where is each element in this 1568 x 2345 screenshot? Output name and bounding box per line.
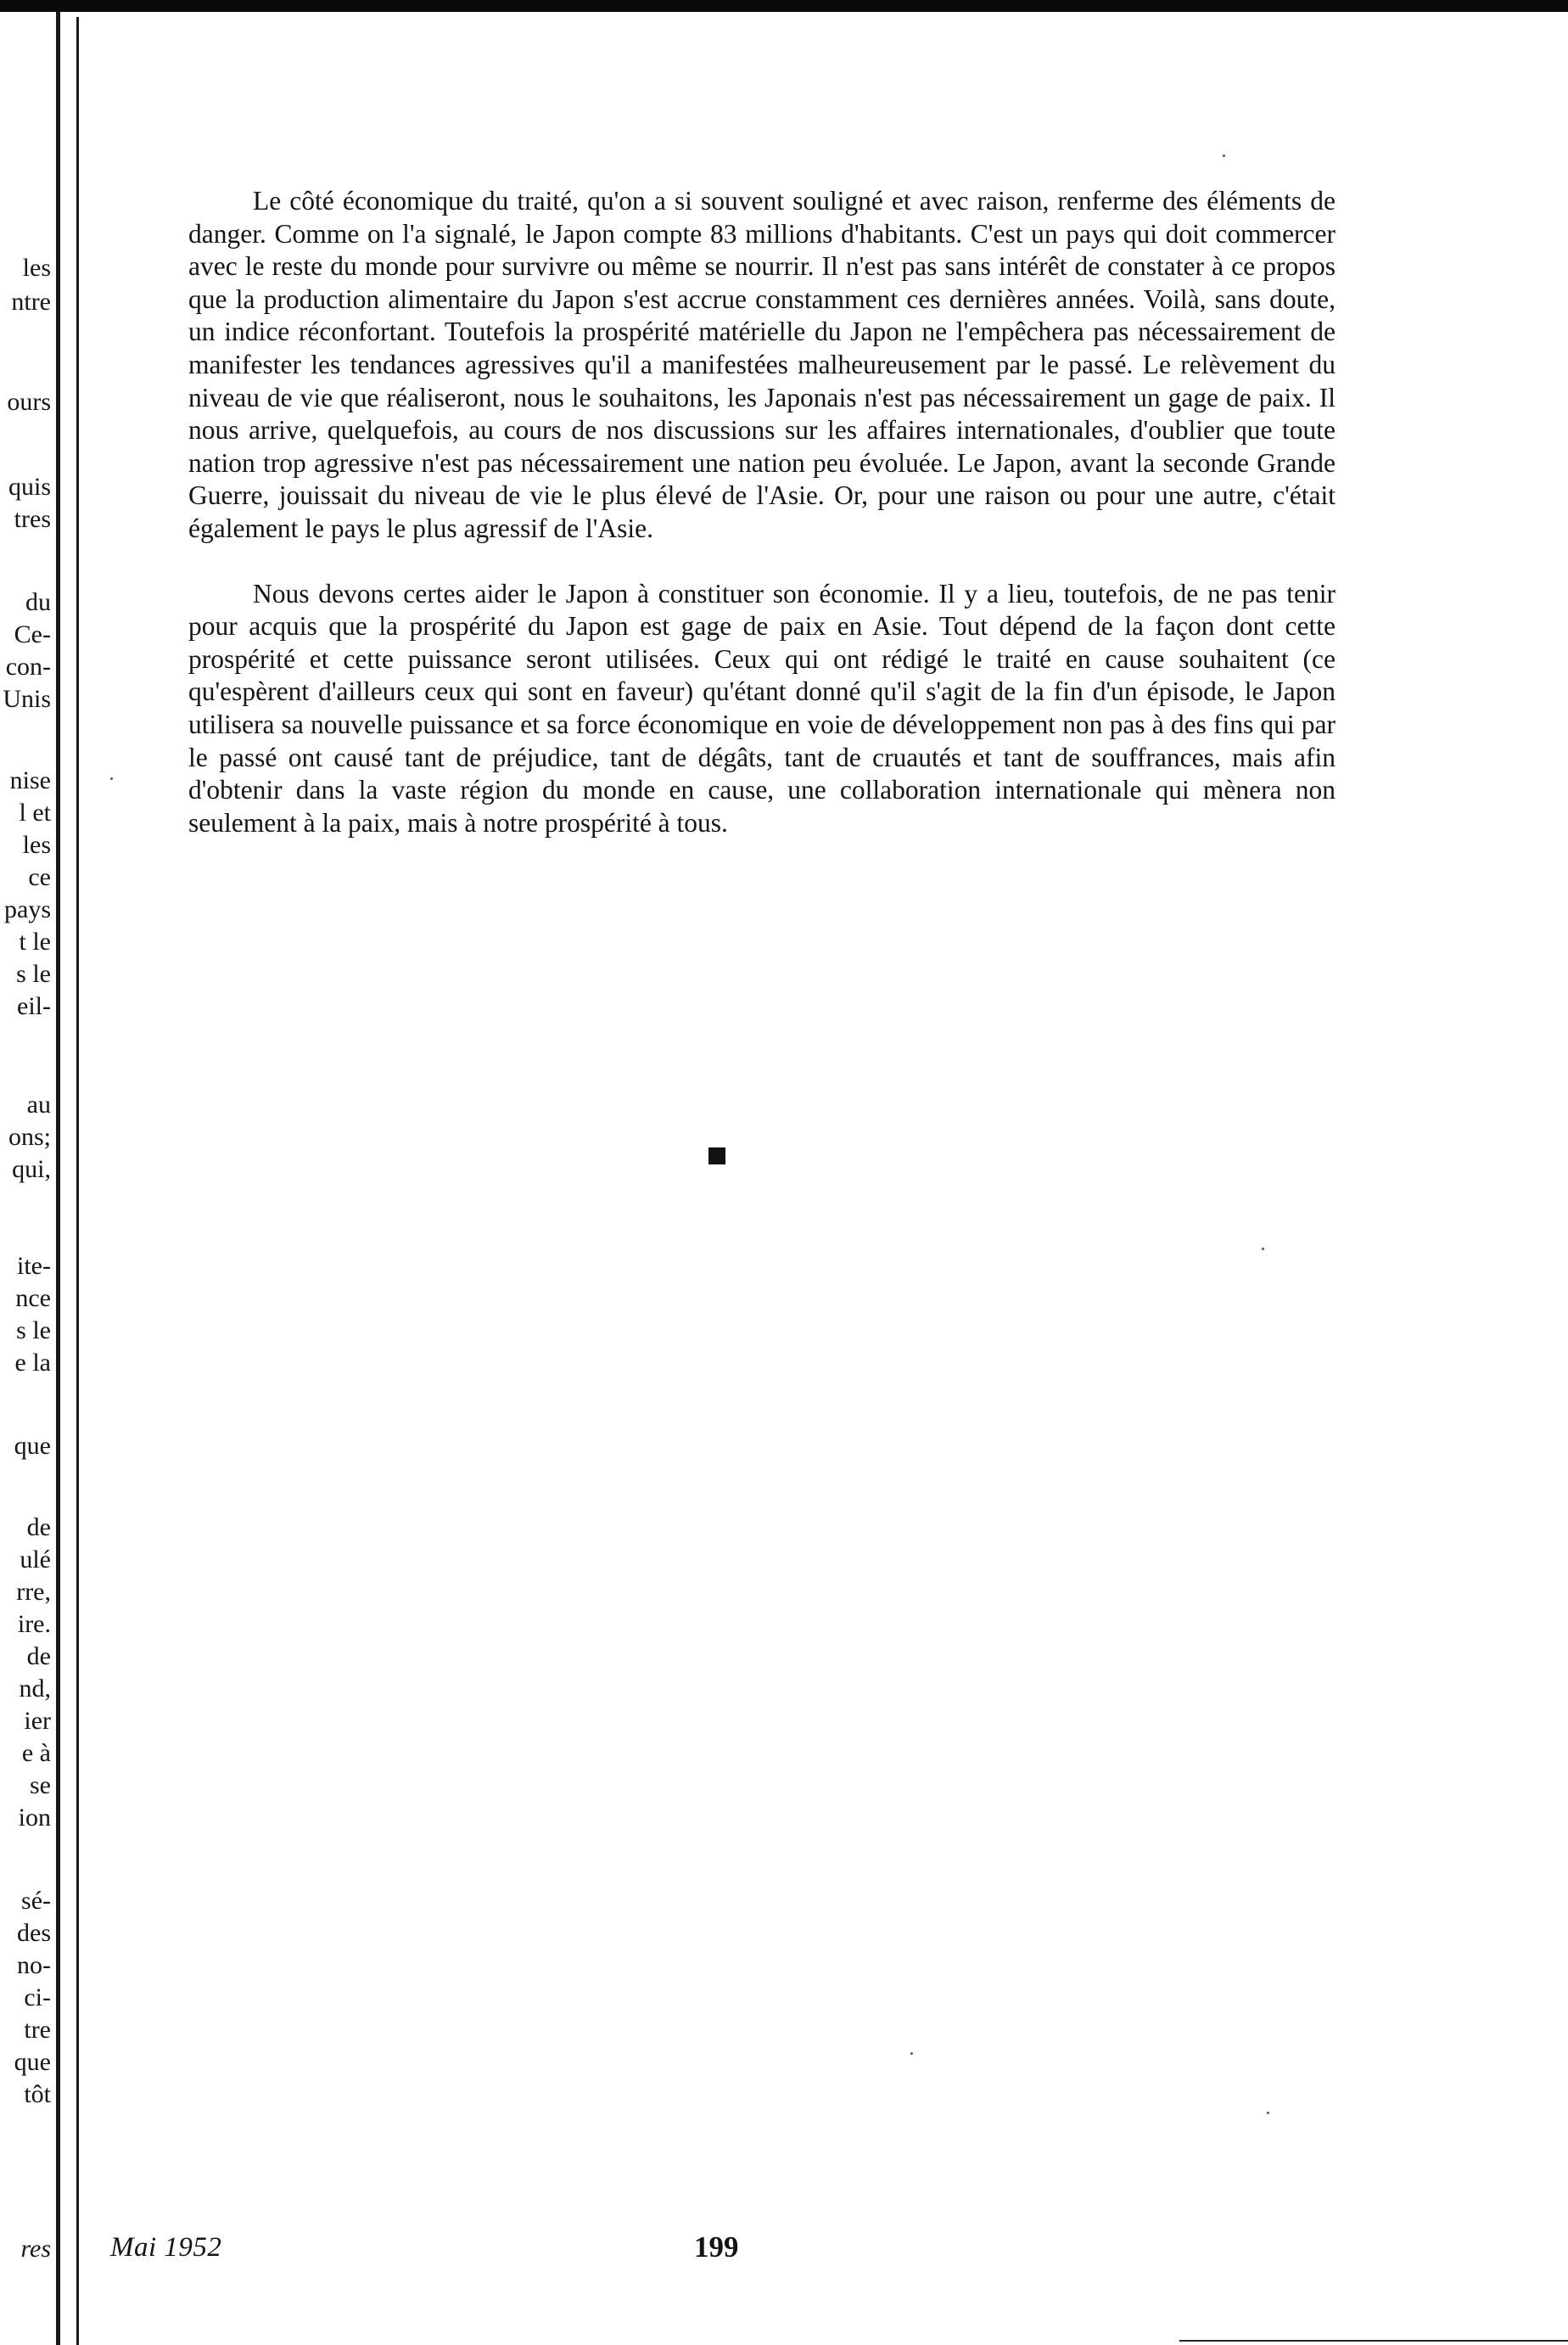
previous-column-fragment: des [17,1919,51,1947]
previous-column-fragment: pays [4,895,51,923]
previous-column-fragment: ours [7,388,51,416]
previous-column-fragment: nd, [19,1675,51,1703]
previous-column-fragment: de [26,1513,51,1541]
previous-column-fragment: tre [24,2016,51,2044]
article-paragraph: Nous devons certes aider le Japon à constituer son économie. Il y a lieu, toutefois, de ne pas tenir pour acquis que la prospérité du Japon est gage de paix en Asie. Tout dépend de la façon dont cette prospérité et cette puissance seront utilisées. Ceux qui ont rédigé le traité en cause souhaitent (ce qu'espèrent d'ailleurs ceux qui sont en faveur) qu'étant donné qu'il s'agit de la fin d'un épisode, le Japon utilisera sa nouvelle puissance et sa force économique en voie de développement non pas à des fins qui par le passé ont causé tant de préjudice, tant de dégâts, tant de cruautés et tant de souffrances, mais afin d'obtenir dans la vaste région du monde en cause, une collaboration internationale qui mènera non seulement à la paix, mais à notre prospérité à tous. [188,578,1336,838]
article-paragraph: Le côté économique du traité, qu'on a si souvent souligné et avec raison, renferme des éléments de danger. Comme on l'a signalé, le Japon compte 83 millions d'habitants. C'est un pays qui doit commercer avec le reste du monde pour survivre ou même se nourrir. Il n'est pas sans intérêt de constater à ce propos que la production alimentaire du Japon s'est accrue constamment ces dernières années. Voilà, sans doute, un indice réconfortant. Toutefois la prospérité matérielle du Japon ne l'empêchera pas nécessairement de manifester les tendances agressives qu'il a manifestées malheureusement par le passé. Le relèvement du niveau de vie que réaliseront, nous le souhaitons, les Japonais n'est pas nécessairement un gage de paix. Il nous arrive, quelquefois, au cours de nos discussions sur les affaires internationales, d'oublier que toute nation trop agressive n'est pas nécessairement une nation peu évoluée. Le Japon, avant la seconde Grande Guerre, jouissait du niveau de vie le plus élevé de l'Asie. Or, pour une raison ou pour une autre, c'était également le pays le plus agressif de l'Asie. [188,186,1336,543]
previous-column-fragment: Unis [3,685,51,713]
scan-speck [1267,2112,1269,2114]
previous-column-fragment: ire. [17,1610,51,1638]
previous-page-column [0,0,54,2345]
previous-column-fragment: s le [16,1316,51,1344]
scan-speck [1262,1248,1264,1250]
previous-column-fragment: ntre [11,288,51,316]
previous-column-fragment: e la [14,1349,51,1377]
previous-column-fragment: res [20,2235,51,2263]
previous-column-fragment: ulé [20,1546,51,1574]
previous-column-fragment: s le [16,960,51,988]
previous-column-fragment: nce [15,1284,51,1312]
article-body [188,185,1336,872]
previous-column-fragment: l et [19,799,51,827]
previous-column-fragment: ce [28,863,51,891]
previous-column-fragment: e à [21,1739,51,1767]
scan-bottom-rule [1179,2340,1568,2342]
previous-column-fragment: ons; [8,1123,51,1151]
previous-column-fragment: no- [17,1951,51,1979]
end-of-article-mark [708,1147,725,1164]
previous-column-fragment: tres [14,505,51,533]
previous-column-fragment: les [22,831,51,859]
previous-column-fragment: con- [5,653,51,681]
previous-column-fragment: qui, [12,1155,51,1183]
previous-column-fragment: ion [18,1804,51,1832]
previous-column-fragment: tôt [24,2080,51,2108]
previous-column-fragment: que [14,2048,51,2076]
previous-column-fragment: que [14,1432,51,1460]
previous-column-fragment: nise [9,766,51,794]
previous-column-fragment: sé- [21,1887,51,1915]
previous-column-fragment: ite- [17,1252,51,1280]
scan-speck [110,777,113,780]
footer-issue-date: Mai 1952 [110,2232,222,2263]
previous-column-fragment: du [25,588,51,616]
previous-column-fragment: ier [24,1707,51,1735]
previous-column-fragment: au [26,1091,51,1119]
previous-column-fragment: eil- [17,992,51,1020]
previous-column-fragment: les [22,254,51,282]
previous-column-fragment: se [30,1771,51,1799]
scan-top-border [0,0,1568,12]
footer-page-number: 199 [694,2230,739,2264]
previous-column-fragment: ci- [24,1983,51,2011]
previous-column-fragment: quis [8,473,51,501]
gutter-rule-outer [56,12,60,2345]
previous-column-fragment: Ce- [14,620,51,648]
gutter-rule-inner [76,17,79,2345]
previous-column-fragment: rre, [16,1578,51,1606]
previous-column-fragment: de [26,1642,51,1670]
scan-speck [910,2052,913,2055]
scan-speck [1223,154,1225,157]
previous-column-fragment: t le [19,928,51,956]
